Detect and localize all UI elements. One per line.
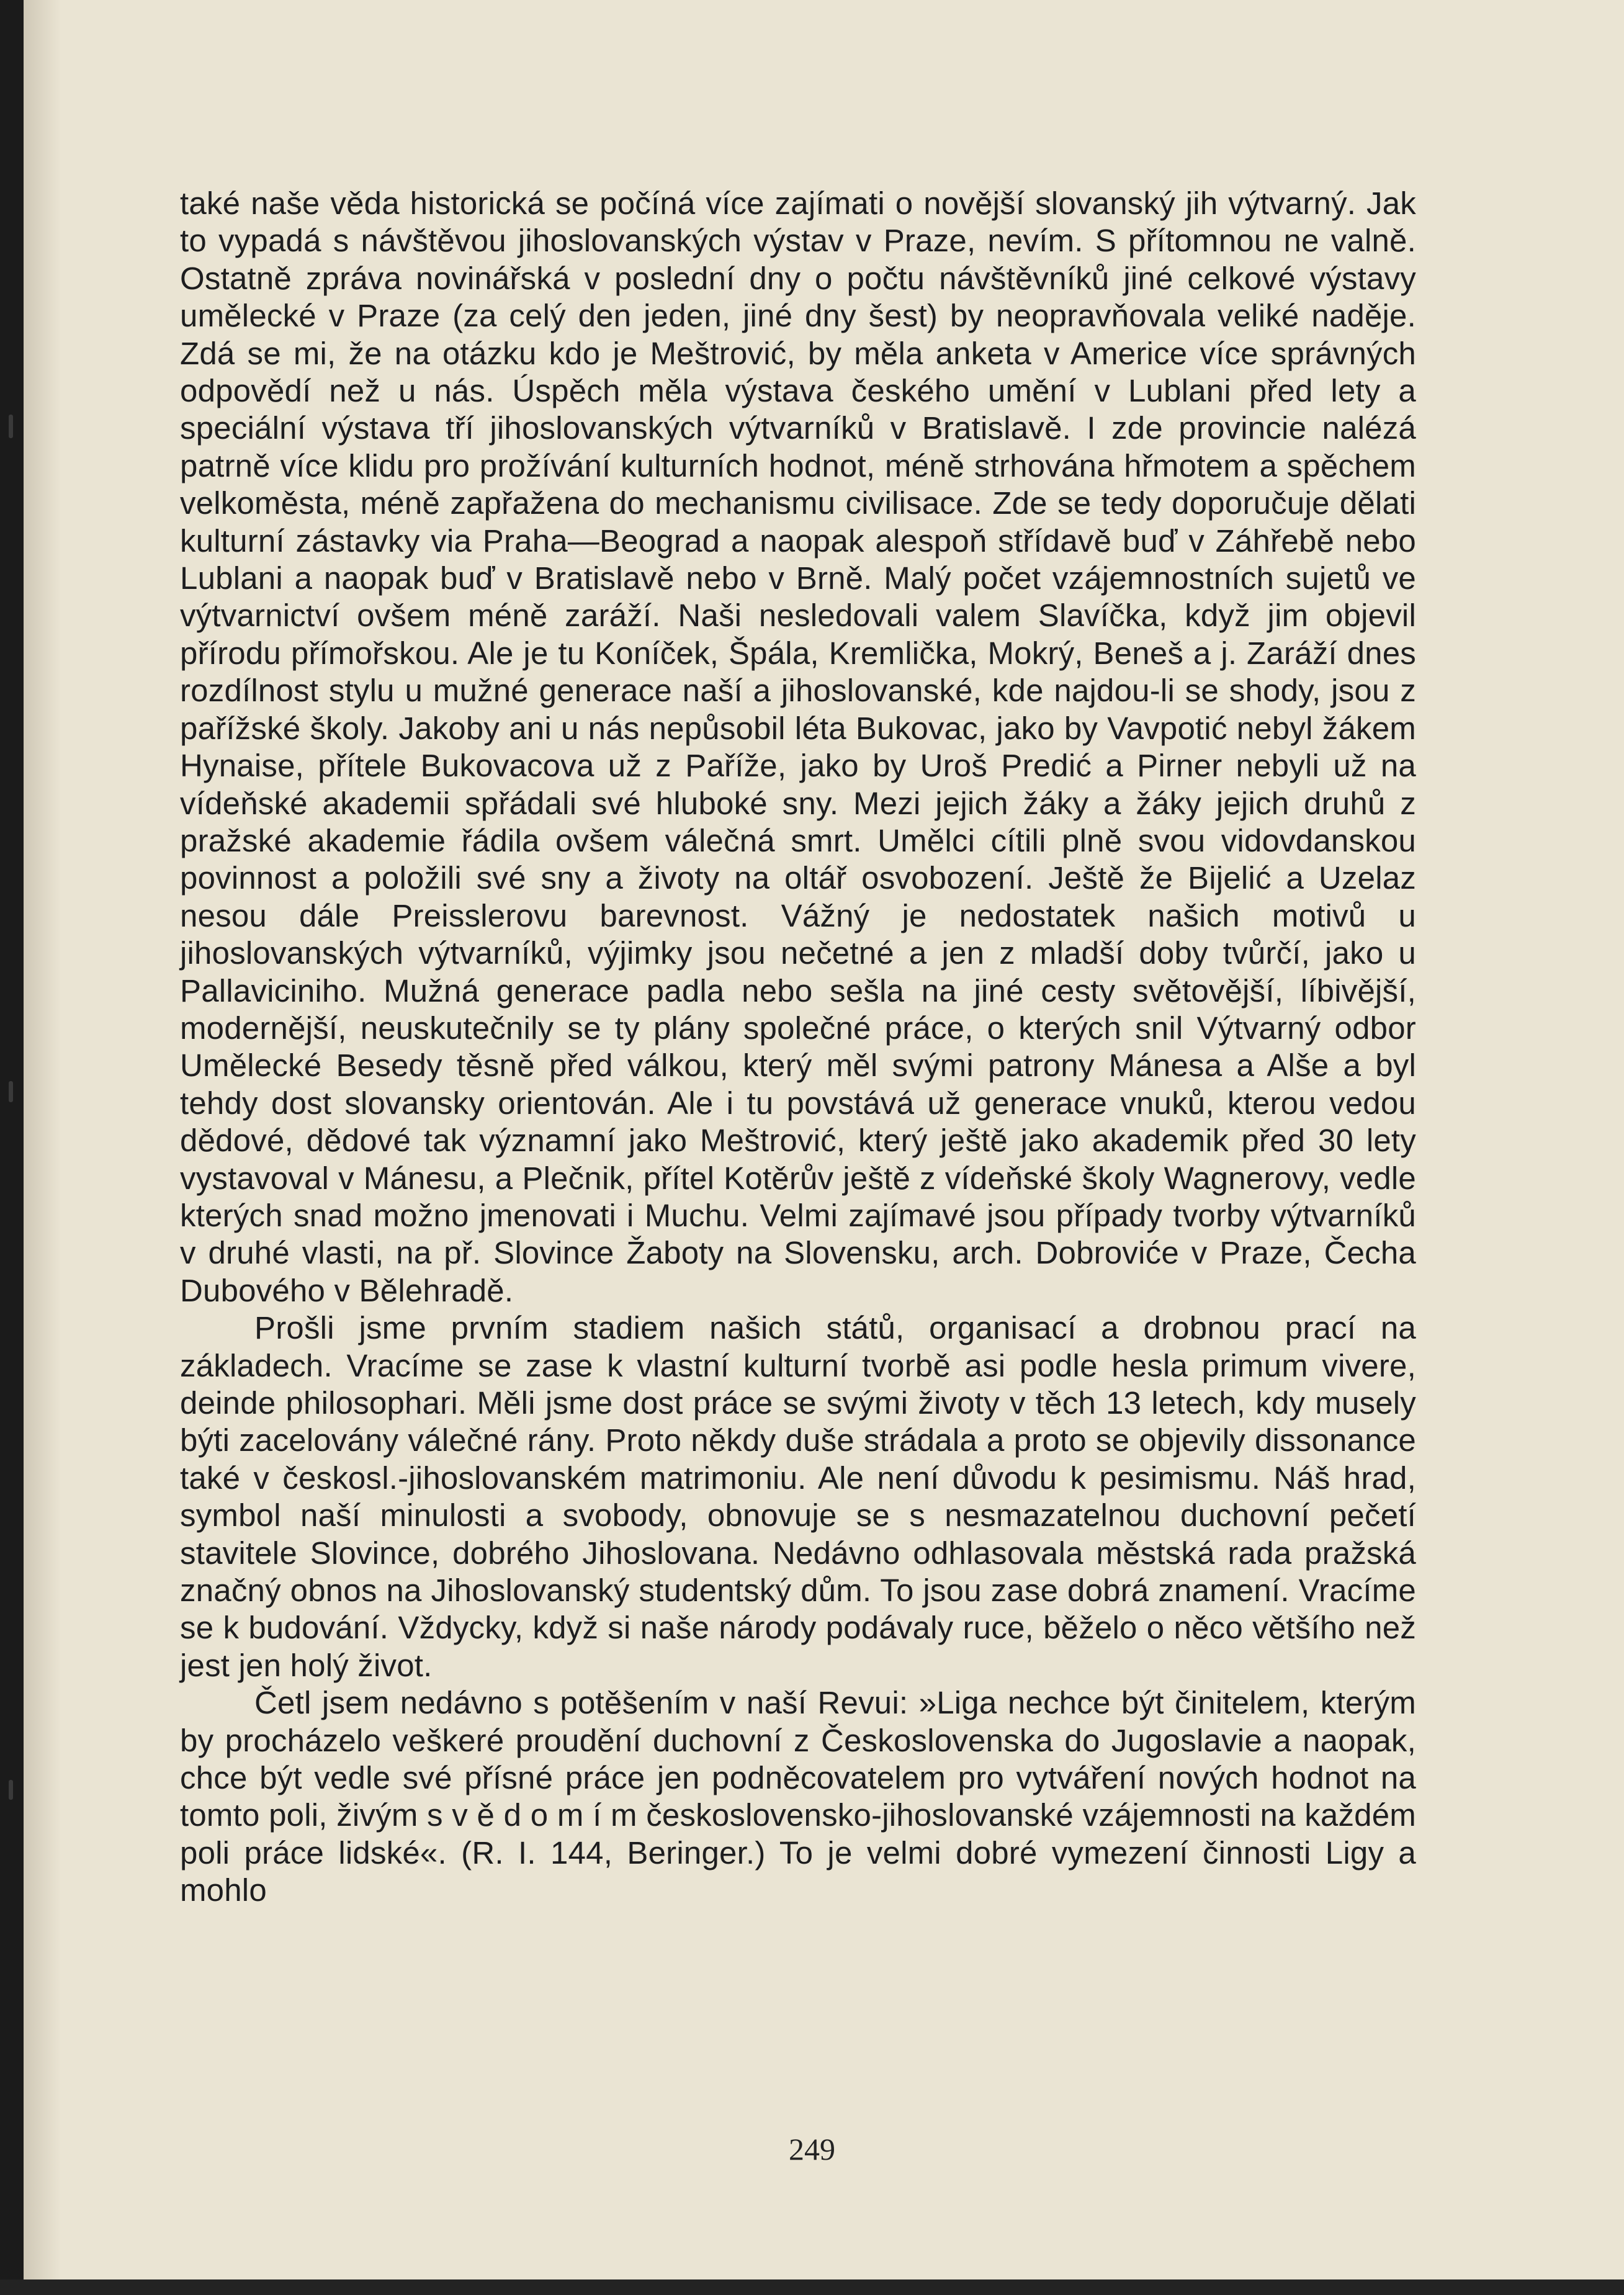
scan-bottom-edge	[0, 2279, 1624, 2295]
margin-mark	[9, 1081, 13, 1102]
margin-mark	[9, 415, 13, 438]
margin-mark	[9, 1780, 13, 1800]
paragraph: také naše věda historická se počíná více zajímati o novější slovanský jih výtvarný. Jak to vypadá s návštěvou jihoslovanských výstav v Praze, nevím. S přítomnou ne valně. Ostatně zpráva novinářská v poslední dny o počtu návštěvníků jiné celkové výstavy umělecké v Praze (za celý den jeden, jiné dny šest) by neopravňovala veliké naděje. Zdá se mi, že na otázku kdo je Meštrović, by měla anketa v Americe více správných odpovědí než u nás. Úspěch měla výstava českého umění v Lublani před lety a speciální výstava tří jihoslovanských výtvarníků v Bratislavě. I zde provincie nalézá patrně více klidu pro prožívání kulturních hodnot, méně strhována hřmotem a spěchem velkoměsta, méně zapřažena do mechanismu civilisace. Zde se tedy doporučuje dělati kulturní zástavky via Praha—Beograd a naopak alespoň střídavě buď v Záhřebě nebo Lublani a naopak buď v Bratislavě nebo v Brně. Malý počet vzájemnostních sujetů ve výtvarnictví ovšem méně zaráží. Naši nesledovali valem Slavíčka, když jim objevil přírodu přímořskou. Ale je tu Koníček, Špála, Kremlička, Mokrý, Beneš a j. Zaráží dnes rozdílnost stylu u mužné generace naší a jihoslovanské, kde najdou-li se shody, jsou z pařížské školy. Jakoby ani u nás nepůsobil léta Bukovac, jako by Vavpotić nebyl žákem Hynaise, přítele Bukovacova už z Paříže, jako by Uroš Predić a Pirner nebyli už na vídeňské akademii spřádali své hluboké sny. Mezi jejich žáky a žáky jejich druhů z pražské akademie řádila ovšem válečná smrt. Umělci cítili plně svou vidovdanskou povinnost a položili své sny a životy na oltář osvobození. Ještě že Bijelić a Uzelaz nesou dále Preisslerovu barevnost. Vážný je nedostatek našich motivů u jihoslovanských výtvarníků, výjimky jsou nečetné a jen z mladší doby tvůrčí, jako u Pallaviciniho. Mužná generace padla nebo sešla na jiné cesty světovější, líbivější, modernější, neuskutečnily se ty plány společné práce, o kterých snil Výtvarný odbor Umělecké Besedy těsně před válkou, který měl svými patrony Mánesa a Alše a byl tehdy dost slovansky orientován. Ale i tu povstává už generace vnuků, kterou vedou dědové, dědové tak významní jako Meštrović, který ještě jako akademik před 30 lety vystavoval v Mánesu, a Plečnik, přítel Kotěrův ještě z vídeňské školy Wagnerovy, vedle kterých snad možno jmenovati i Muchu. Velmi zajímavé jsou případy tvorby výtvarníků v druhé vlasti, na př. Slovince Žaboty na Slovensku, arch. Dobroviće v Praze, Čecha Dubového v Bělehradě.	[180, 186, 1416, 1308]
page-gutter-shadow	[24, 0, 61, 2279]
page-number: 249	[789, 2132, 835, 2167]
body-text	[180, 185, 1416, 1910]
paragraph: Četl jsem nedávno s potěšením v naší Revui: »Liga nechce být činitelem, kterým by procházelo veškeré proudění duchovní z Československa do Jugoslavie a naopak, chce být vedle své přísné práce jen podněcovatelem pro vytváření nových hodnot na tomto poli, živým s v ě d o m í m československo-jihoslovanské vzájemnosti na každém poli práce lidské«. (R. I. 144, Beringer.) To je velmi dobré vymezení činnosti Ligy a mohlo	[180, 1685, 1416, 1908]
paragraph: Prošli jsme prvním stadiem našich států, organisací a drobnou prací na základech. Vracíme se zase k vlastní kulturní tvorbě asi podle hesla primum vivere, deinde philosophari. Měli jsme dost práce se svými životy v těch 13 letech, kdy musely býti zacelovány válečné rány. Proto někdy duše strádala a proto se objevily dissonance také v českosl.-jihoslovanském matrimoniu. Ale není důvodu k pesimismu. Náš hrad, symbol naší minulosti a svobody, obnovuje se s nesmazatelnou duchovní pečetí stavitele Slovince, dobrého Jihoslovana. Nedávno odhlasovala městská rada pražská značný obnos na Jihoslovanský studentský dům. To jsou zase dobrá znamení. Vracíme se k budování. Vždycky, když si naše národy podávaly ruce, běželo o něco většího než jest jen holý život.	[180, 1310, 1416, 1683]
